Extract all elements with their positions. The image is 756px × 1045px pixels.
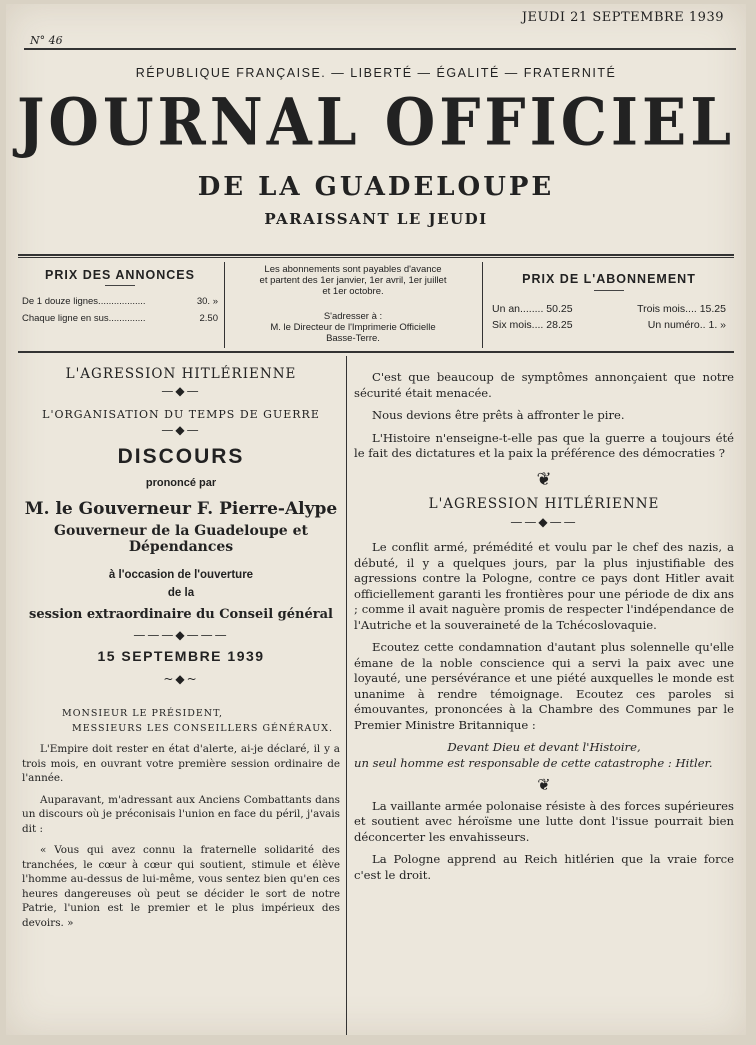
paragraph: Auparavant, m'adressant aux Anciens Combattants dans un discours où je préconisais l'union en face du péril, j'avais dit : <box>22 793 340 835</box>
address-line: Basse-Terre. <box>326 333 380 344</box>
issue-date: JEUDI 21 SEPTEMBRE 1939 <box>521 10 724 25</box>
ornament-dash: ———◆——— <box>133 628 229 642</box>
publication-frequency: PARAISSANT LE JEUDI <box>264 210 488 228</box>
salutation: MONSIEUR LE PRÉSIDENT, <box>62 708 224 719</box>
salutation: MESSIEURS LES CONSEILLERS GÉNÉRAUX. <box>72 723 334 734</box>
discours-heading: DISCOURS <box>117 445 245 468</box>
box-top-rule <box>18 254 734 256</box>
paragraph: L'Histoire n'enseigne-t-elle pas que la guerre a toujours été le fait des dictatures et la paix la préférence des démocraties ? <box>354 430 734 460</box>
annonces-row-label: De 1 douze lignes.................. <box>22 296 146 307</box>
abonnement-price: Trois mois.... 15.25 <box>637 303 726 315</box>
abonnement-row <box>492 303 726 315</box>
left-subheading: L'ORGANISATION DU TEMPS DE GUERRE <box>42 408 320 421</box>
annonces-title: PRIX DES ANNONCES <box>45 268 195 282</box>
annonces-dash <box>105 285 135 286</box>
abonnement-price: Un numéro.. 1. » <box>647 319 726 331</box>
box-divider-left <box>224 262 225 348</box>
abonnement-title: PRIX DE L'ABONNEMENT <box>522 272 696 286</box>
box-bottom-rule <box>18 351 734 353</box>
paragraph: La vaillante armée polonaise résiste à des forces supérieures et soutient avec héroïsme une lutte dont l'issue pourrait bien déconcerter les envahisseurs. <box>354 798 734 844</box>
abonnement-dash <box>594 290 624 291</box>
speaker-name: M. le Gouverneur F. Pierre-Alype <box>24 499 338 519</box>
annonces-section <box>22 268 218 324</box>
subscription-line: et partent des 1er janvier, 1er avril, 1er juillet <box>259 275 447 286</box>
ornament-dash: —◆— <box>161 384 201 398</box>
annonces-row-value: 30. » <box>196 296 218 307</box>
left-column <box>22 360 340 937</box>
right-column <box>354 370 734 890</box>
subscription-line: Les abonnements sont payables d'avance <box>264 264 442 275</box>
ornament-dash: ——◆—— <box>510 514 578 529</box>
abonnement-section <box>492 272 726 331</box>
abonnement-row <box>492 319 726 331</box>
quote-line: Devant Dieu et devant l'Histoire, <box>447 740 641 754</box>
fleuron-icon: ❦ <box>537 775 551 794</box>
paragraph: « Vous qui avez connu la fraternelle solidarité des tranchées, le cœur à cœur qui soutient, stimule et élève l'homme au-dessus de lui-même, vous sentez bien qu'en ces heures dangereuses où peut se décider le sort de notre Patrie, l'union est le premier et le plus impérieux des devoirs. » <box>22 844 340 929</box>
ornament-dash: —◆— <box>161 423 201 437</box>
paragraph: La Pologne apprend au Reich hitlérien que la vraie force c'est le droit. <box>354 852 734 882</box>
speech-date: 15 SEPTEMBRE 1939 <box>97 648 265 664</box>
occasion-line: session extraordinaire du Conseil général <box>29 607 333 622</box>
issue-number: N° 46 <box>30 34 63 47</box>
annonces-row-label: Chaque ligne en sus.............. <box>22 313 146 324</box>
speaker-title: Gouverneur de la Guadeloupe et Dépendances <box>54 523 308 555</box>
address-line: M. le Directeur de l'Imprimerie Officielle <box>270 322 436 333</box>
pronounced-by: prononcé par <box>145 477 217 489</box>
box-top-rule-thin <box>18 257 734 258</box>
subscription-line: et 1er octobre. <box>322 286 384 297</box>
top-rule <box>24 48 736 50</box>
motto: RÉPUBLIQUE FRANÇAISE. — LIBERTÉ — ÉGALITÉ — FRATERNITÉ <box>135 66 617 80</box>
newspaper-page <box>6 4 746 1035</box>
abonnement-price: Six mois.... 28.25 <box>492 319 573 331</box>
newspaper-subtitle: DE LA GUADELOUPE <box>197 172 555 202</box>
right-heading: L'AGRESSION HITLÉRIENNE <box>428 496 660 512</box>
fleuron-icon: ❦ <box>536 468 552 490</box>
address-line: S'adresser à : <box>323 311 383 322</box>
left-heading: L'AGRESSION HITLÉRIENNE <box>65 366 297 382</box>
occasion-line: de la <box>167 587 195 599</box>
left-body <box>22 742 340 930</box>
paragraph: L'Empire doit rester en état d'alerte, ai-je déclaré, il y a trois mois, en ouvrant votre première session ordinaire de l'année. <box>22 743 340 784</box>
annonces-row <box>22 296 218 307</box>
quote-line: un seul homme est responsable de cette catastrophe : Hitler. <box>354 755 713 770</box>
newspaper-title: JOURNAL OFFICIEL <box>16 83 736 161</box>
annonces-row-value: 2.50 <box>199 313 218 324</box>
occasion-line: à l'occasion de l'ouverture <box>108 569 254 581</box>
box-divider-right <box>482 262 483 348</box>
paragraph: C'est que beaucoup de symptômes annonçaient que notre sécurité était menacée. <box>354 370 734 400</box>
subscription-info <box>228 264 478 344</box>
paragraph: Nous devions être prêts à affronter le pire. <box>372 408 625 422</box>
paragraph: Le conflit armé, prémédité et voulu par le chef des nazis, a débuté, il y a quelques jours, par la plus injustifiable des agressions contre la Pologne, contre ce pays dont Hitler avait officiellement garanti les frontières pour une période de dix ans ; comme il avait naguère promis de respecter l'indépendance de l'Autriche et la souveraineté de la Tchécoslovaquie. <box>354 540 734 632</box>
abonnement-price: Un an........ 50.25 <box>492 303 573 315</box>
annonces-row <box>22 313 218 324</box>
paragraph: Ecoutez cette condamnation d'autant plus solennelle qu'elle émane de la noble conscience qui a servi la paix avec une loyauté, une persévérance et une piété auxquelles le monde est unanime à rendre témoignage. Ecoutez ces paroles si émouvantes, prononcées à la Chambre des Communes par le Premier Ministre Britannique : <box>354 640 734 732</box>
column-divider <box>346 356 347 1035</box>
ornament-flourish: ~◆~ <box>163 672 199 686</box>
